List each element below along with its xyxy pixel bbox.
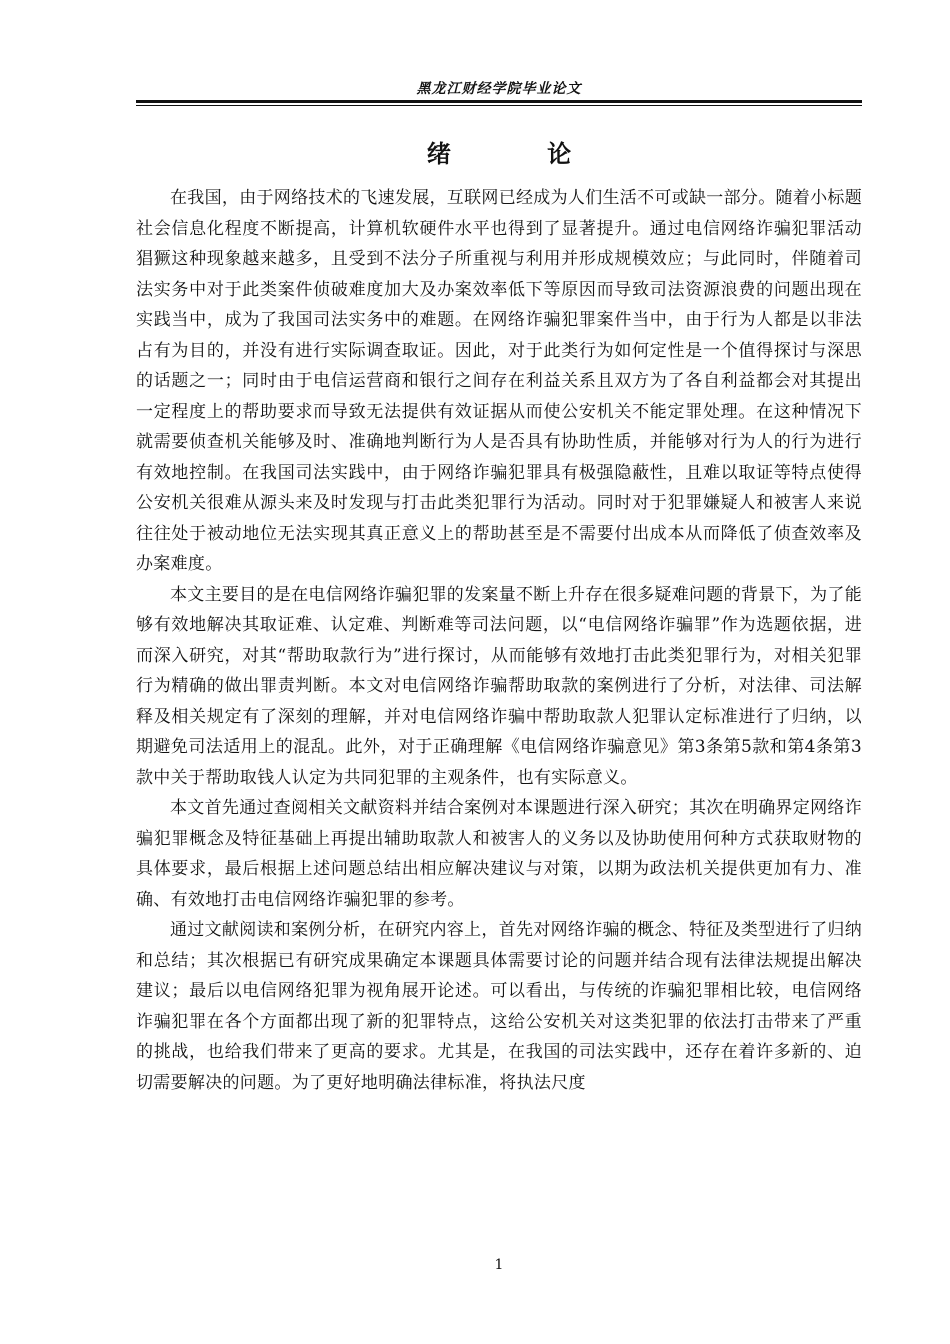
chapter-title: 绪 论 xyxy=(426,140,616,168)
paragraph: 在我国，由于网络技术的飞速发展，互联网已经成为人们生活不可或缺一部分。随着小标题社会信息化程度不断提高，计算机软硬件水平也得到了显著提升。通过电信网络诈骗犯罪活动猖獗这种现象越来越多，且受到不法分子所重视与利用并形成规模效应；与此同时，伴随着司法实务中对于此类案件侦破难度加大及办案效率低下等原因而导致司法资源浪费的问题出现在实践当中，成为了我国司法实务中的难题。在网络诈骗犯罪案件当中，由于行为人都是以非法占有为目的，并没有进行实际调查取证。因此，对于此类行为如何定性是一个值得探讨与深思的话题之一；同时由于电信运营商和银行之间存在利益关系且双方为了各自利益都会对其提出一定程度上的帮助要求而导致无法提供有效证据从而使公安机关不能定罪处理。在这种情况下就需要侦查机关能够及时、准确地判断行为人是否具有协助性质，并能够对行为人的行为进行有效地控制。在我国司法实践中，由于网络诈骗犯罪具有极强隐蔽性，且难以取证等特点使得公安机关很难从源头来及时发现与打击此类犯罪行为活动。同时对于犯罪嫌疑人和被害人来说往往处于被动地位无法实现其真正意义上的帮助甚至是不需要付出成本从而降低了侦查效率及办案难度。 xyxy=(136,188,862,574)
page-number: 1 xyxy=(494,1257,504,1273)
body-text xyxy=(136,183,862,1098)
header-rule-thick xyxy=(136,100,862,103)
paragraph: 本文首先通过查阅相关文献资料并结合案例对本课题进行深入研究；其次在明确界定网络诈骗犯罪概念及特征基础上再提出辅助取款人和被害人的义务以及协助使用何种方式获取财物的具体要求，最后根据上述问题总结出相应解决建议与对策，以期为政法机关提供更加有力、准确、有效地打击电信网络诈骗犯罪的参考。 xyxy=(136,798,862,910)
paragraph: 通过文献阅读和案例分析，在研究内容上，首先对网络诈骗的概念、特征及类型进行了归纳和总结；其次根据已有研究成果确定本课题具体需要讨论的问题并结合现有法律法规提出解决建议；最后以电信网络犯罪为视角展开论述。可以看出，与传统的诈骗犯罪相比较，电信网络诈骗犯罪在各个方面都出现了新的犯罪特点，这给公安机关对这类犯罪的依法打击带来了严重的挑战，也给我们带来了更高的要求。尤其是，在我国的司法实践中，还存在着许多新的、迫切需要解决的问题。为了更好地明确法律标准，将执法尺度 xyxy=(136,920,862,1093)
paragraph: 本文主要目的是在电信网络诈骗犯罪的发案量不断上升存在很多疑难问题的背景下，为了能够有效地解决其取证难、认定难、判断难等司法问题，以“电信网络诈骗罪”作为选题依据，进而深入研究，对其“帮助取款行为”进行探讨，从而能够有效地打击此类犯罪行为，对相关犯罪行为精确的做出罪责判断。本文对电信网络诈骗帮助取款的案例进行了分析，对法律、司法解释及相关规定有了深刻的理解，并对电信网络诈骗中帮助取款人犯罪认定标准进行了归纳，以期避免司法适用上的混乱。此外，对于正确理解《电信网络诈骗意见》第3条第5款和第4条第3款中关于帮助取钱人认定为共同犯罪的主观条件，也有实际意义。 xyxy=(136,584,862,788)
header-rule-thin xyxy=(136,105,862,106)
running-header: 黑龙江财经学院毕业论文 xyxy=(416,81,582,97)
